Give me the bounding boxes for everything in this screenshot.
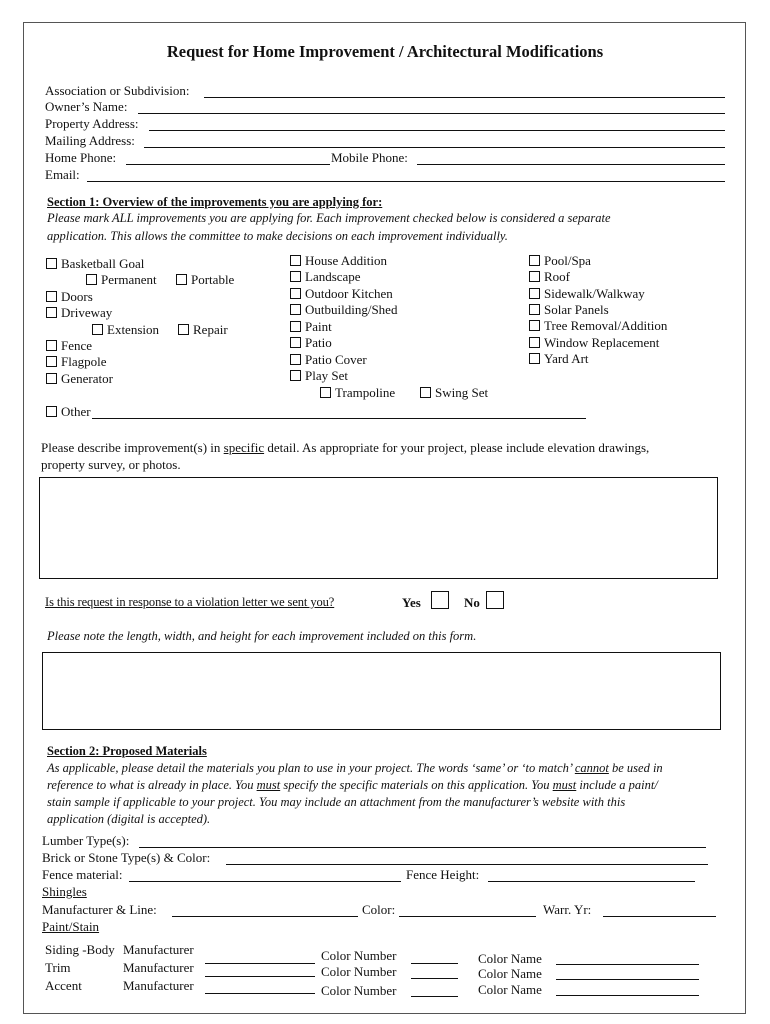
checkbox[interactable] — [420, 387, 431, 398]
option-portable[interactable]: Portable — [176, 272, 234, 288]
manufacturer-line-label: Manufacturer & Line: — [42, 902, 157, 917]
fence-material-label: Fence material: — [42, 867, 123, 882]
checkbox[interactable] — [46, 340, 57, 351]
warranty-year-field[interactable] — [603, 916, 716, 917]
checkbox[interactable] — [46, 356, 57, 367]
dimensions-note: Please note the length, width, and height for each improvement included on this form. — [47, 629, 477, 643]
option-solar-panels[interactable]: Solar Panels — [529, 302, 609, 318]
section2-heading: Section 2: Proposed Materials — [47, 744, 207, 758]
option-repair[interactable]: Repair — [178, 322, 228, 338]
option-extension[interactable]: Extension — [92, 322, 159, 338]
lumber-field[interactable] — [139, 847, 706, 848]
yes-checkbox[interactable] — [431, 591, 449, 609]
accent-label: Accent — [45, 978, 82, 993]
no-checkbox[interactable] — [486, 591, 504, 609]
home-phone-label: Home Phone: — [45, 150, 117, 165]
checkbox[interactable] — [290, 255, 301, 266]
option-tree-removal[interactable]: Tree Removal/Addition — [529, 318, 667, 334]
section1-instructions-1: Please mark ALL improvements you are applying for. Each improvement checked below is considered a separate — [47, 211, 611, 225]
option-other[interactable]: Other — [46, 404, 91, 420]
trim-manufacturer-label: Manufacturer — [123, 960, 194, 975]
checkbox[interactable] — [290, 271, 301, 282]
other-field[interactable] — [92, 418, 586, 419]
trim-color-name-field[interactable] — [556, 979, 699, 980]
association-label: Association or Subdivision: — [45, 83, 190, 98]
option-house-addition[interactable]: House Addition — [290, 253, 387, 269]
shingles-manufacturer-field[interactable] — [172, 916, 358, 917]
yes-label: Yes — [402, 595, 421, 610]
option-basketball-goal[interactable]: Basketball Goal — [46, 256, 144, 272]
no-label: No — [464, 595, 480, 610]
accent-color-number-field[interactable] — [411, 996, 458, 997]
option-fence[interactable]: Fence — [46, 338, 92, 354]
dimensions-textbox[interactable] — [42, 652, 721, 730]
mobile-phone-field[interactable] — [417, 164, 725, 165]
option-pool-spa[interactable]: Pool/Spa — [529, 253, 591, 269]
section2-instructions-4: application (digital is accepted). — [47, 812, 211, 826]
siding-color-name-label: Color Name — [478, 951, 542, 966]
checkbox[interactable] — [529, 288, 540, 299]
shingles-color-field[interactable] — [399, 916, 536, 917]
checkbox[interactable] — [46, 373, 57, 384]
checkbox[interactable] — [46, 406, 57, 417]
association-field[interactable] — [204, 97, 725, 98]
option-landscape[interactable]: Landscape — [290, 269, 361, 285]
checkbox[interactable] — [290, 321, 301, 332]
checkbox[interactable] — [290, 288, 301, 299]
siding-manufacturer-field[interactable] — [205, 963, 315, 964]
checkbox[interactable] — [290, 354, 301, 365]
option-swing-set[interactable]: Swing Set — [420, 385, 488, 401]
checkbox[interactable] — [529, 271, 540, 282]
mobile-phone-label: Mobile Phone: — [331, 150, 408, 165]
describe-instructions-2: property survey, or photos. — [41, 457, 181, 472]
option-generator[interactable]: Generator — [46, 371, 113, 387]
checkbox[interactable] — [529, 255, 540, 266]
section2-instructions-3: stain sample if applicable to your project. You may include an attachment from the manufacturer’s website with this — [47, 795, 626, 809]
checkbox[interactable] — [529, 304, 540, 315]
option-sidewalk-walkway[interactable]: Sidewalk/Walkway — [529, 286, 645, 302]
option-flagpole[interactable]: Flagpole — [46, 354, 107, 370]
section2-instructions-1: As applicable, please detail the materials you plan to use in your project. The words ‘same’ or ‘to match’ cannot be used in — [47, 761, 663, 775]
violation-question: Is this request in response to a violation letter we sent you? — [45, 595, 335, 609]
fence-material-field[interactable] — [129, 881, 401, 882]
option-outbuilding-shed[interactable]: Outbuilding/Shed — [290, 302, 397, 318]
checkbox[interactable] — [176, 274, 187, 285]
siding-color-number-label: Color Number — [321, 948, 397, 963]
option-roof[interactable]: Roof — [529, 269, 570, 285]
checkbox[interactable] — [290, 370, 301, 381]
siding-color-number-field[interactable] — [411, 963, 458, 964]
brick-label: Brick or Stone Type(s) & Color: — [42, 850, 211, 865]
owner-name-field[interactable] — [138, 113, 725, 114]
page-title: Request for Home Improvement / Architectural Modifications — [166, 42, 604, 61]
option-outdoor-kitchen[interactable]: Outdoor Kitchen — [290, 286, 393, 302]
lumber-label: Lumber Type(s): — [42, 833, 130, 848]
option-patio[interactable]: Patio — [290, 335, 332, 351]
mailing-address-field[interactable] — [144, 147, 725, 148]
checkbox[interactable] — [290, 337, 301, 348]
option-window-replacement[interactable]: Window Replacement — [529, 335, 659, 351]
description-textbox[interactable] — [39, 477, 718, 579]
checkbox[interactable] — [46, 291, 57, 302]
trim-color-name-label: Color Name — [478, 966, 542, 981]
trim-label: Trim — [45, 960, 71, 975]
checkbox[interactable] — [320, 387, 331, 398]
checkbox[interactable] — [529, 337, 540, 348]
trim-color-number-label: Color Number — [321, 964, 397, 979]
option-play-set[interactable]: Play Set — [290, 368, 348, 384]
option-yard-art[interactable]: Yard Art — [529, 351, 589, 367]
trim-manufacturer-field[interactable] — [205, 976, 315, 977]
checkbox[interactable] — [290, 304, 301, 315]
home-phone-field[interactable] — [126, 164, 330, 165]
mailing-address-label: Mailing Address: — [45, 133, 135, 148]
checkbox[interactable] — [529, 320, 540, 331]
describe-instructions-1: Please describe improvement(s) in specific detail. As appropriate for your project, please include elevation drawings, — [41, 440, 650, 455]
section1-instructions-2: application. This allows the committee to make decisions on each improvement individually. — [47, 229, 508, 243]
option-patio-cover[interactable]: Patio Cover — [290, 352, 367, 368]
property-address-field[interactable] — [149, 130, 725, 131]
checkbox[interactable] — [529, 353, 540, 364]
accent-color-name-field[interactable] — [556, 995, 699, 996]
siding-body-label: Siding -Body — [45, 942, 115, 957]
fence-height-field[interactable] — [488, 881, 695, 882]
warranty-year-label: Warr. Yr: — [543, 902, 592, 917]
accent-color-number-label: Color Number — [321, 983, 397, 998]
section1-heading: Section 1: Overview of the improvements you are applying for: — [47, 195, 383, 209]
checkbox[interactable] — [178, 324, 189, 335]
accent-color-name-label: Color Name — [478, 982, 542, 997]
email-field[interactable] — [87, 181, 725, 182]
option-paint[interactable]: Paint — [290, 319, 332, 335]
brick-field[interactable] — [226, 864, 708, 865]
section2-instructions-2: reference to what is already in place. You must specify the specific materials on this application. You must include a paint/ — [47, 778, 658, 792]
option-permanent[interactable]: Permanent — [86, 272, 157, 288]
option-trampoline[interactable]: Trampoline — [320, 385, 395, 401]
checkbox[interactable] — [86, 274, 97, 285]
property-address-label: Property Address: — [45, 116, 139, 131]
checkbox[interactable] — [46, 258, 57, 269]
trim-color-number-field[interactable] — [411, 978, 458, 979]
email-label: Email: — [45, 167, 80, 182]
fence-height-label: Fence Height: — [406, 867, 480, 882]
option-doors[interactable]: Doors — [46, 289, 93, 305]
owner-name-label: Owner’s Name: — [45, 99, 128, 114]
accent-manufacturer-field[interactable] — [205, 993, 315, 994]
checkbox[interactable] — [92, 324, 103, 335]
accent-manufacturer-label: Manufacturer — [123, 978, 194, 993]
checkbox[interactable] — [46, 307, 57, 318]
shingles-color-label: Color: — [362, 902, 396, 917]
siding-color-name-field[interactable] — [556, 964, 699, 965]
option-driveway[interactable]: Driveway — [46, 305, 112, 321]
shingles-heading: Shingles — [42, 884, 87, 899]
siding-manufacturer-label: Manufacturer — [123, 942, 194, 957]
paint-stain-heading: Paint/Stain — [42, 919, 100, 934]
